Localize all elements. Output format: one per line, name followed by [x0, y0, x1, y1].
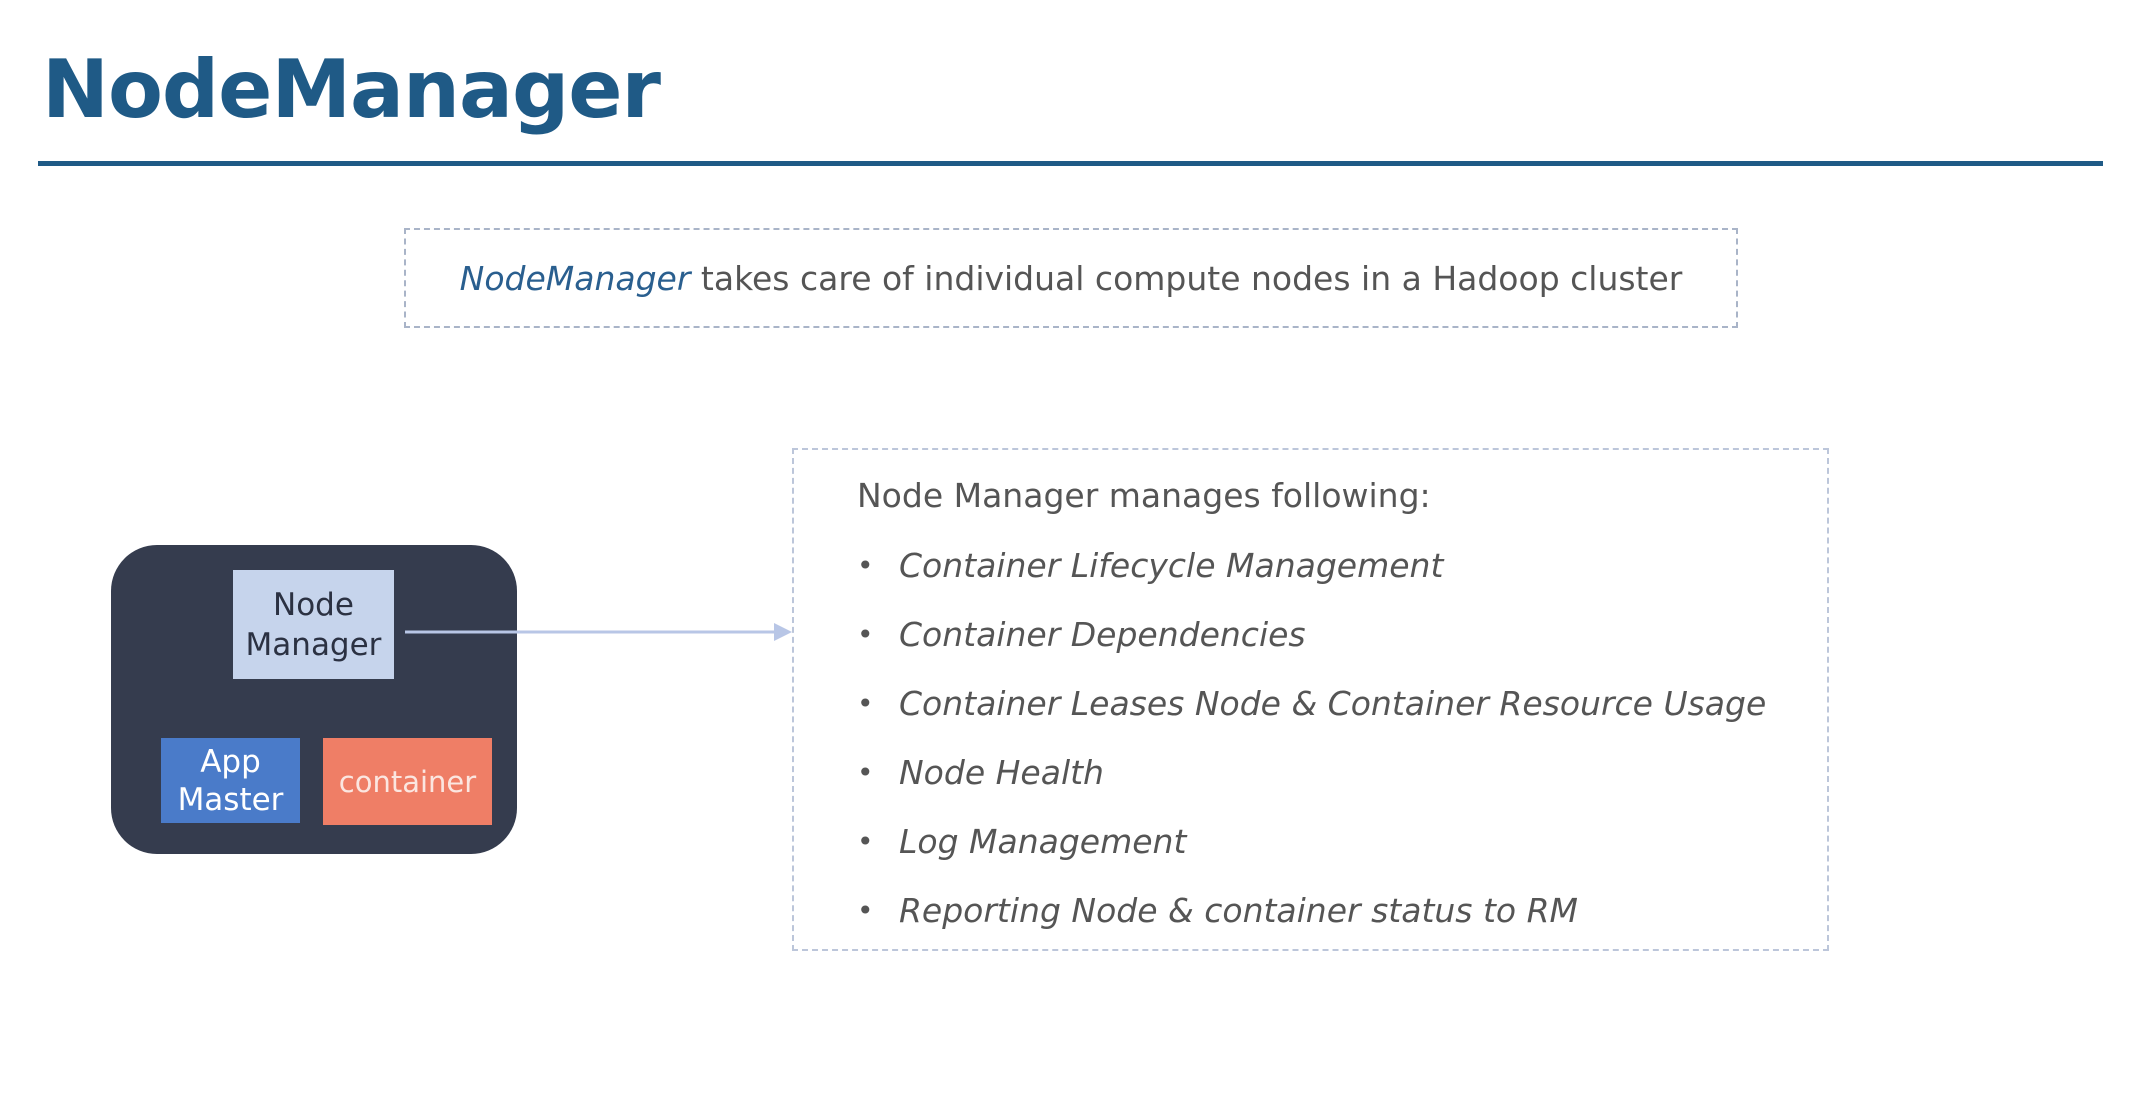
list-item-label: Container Leases Node & Container Resource Usage	[899, 684, 1767, 723]
list-item	[857, 891, 1578, 930]
list-item-label: Container Lifecycle Management	[899, 546, 1444, 585]
title-underline	[38, 161, 2103, 166]
list-item-label: Container Dependencies	[899, 615, 1306, 654]
list-item	[857, 615, 1306, 654]
list-item	[857, 822, 1186, 861]
node-manager-label-line1: Node	[273, 586, 354, 623]
list-item-label: Log Management	[899, 822, 1187, 861]
node-manager-block	[233, 570, 394, 679]
app-master-label-line2: Master	[177, 781, 284, 818]
list-item	[857, 546, 1443, 585]
definition-term: NodeManager	[459, 258, 691, 298]
arrowhead-icon	[774, 623, 792, 641]
definition-text: takes care of individual compute nodes in a Hadoop cluster	[690, 258, 1683, 298]
bullet-icon: •	[857, 756, 874, 789]
node-manager-label-line2: Manager	[245, 626, 382, 663]
list-item-label: Node Health	[899, 753, 1104, 792]
bullet-icon: •	[857, 618, 874, 651]
list-item-label: Reporting Node & container status to RM	[899, 891, 1578, 930]
bullet-icon: •	[857, 825, 874, 858]
container-block	[323, 738, 492, 825]
list-item	[857, 684, 1766, 723]
responsibilities-heading: Node Manager manages following:	[857, 476, 1431, 515]
slide-title: NodeManager	[42, 43, 660, 136]
bullet-icon: •	[857, 549, 874, 582]
app-master-label-line1: App	[200, 743, 261, 780]
container-label: container	[338, 764, 477, 799]
bullet-icon: •	[857, 687, 874, 720]
bullet-icon: •	[857, 894, 874, 927]
definition-box	[404, 228, 1738, 328]
app-master-block	[161, 738, 300, 823]
list-item	[857, 753, 1104, 792]
